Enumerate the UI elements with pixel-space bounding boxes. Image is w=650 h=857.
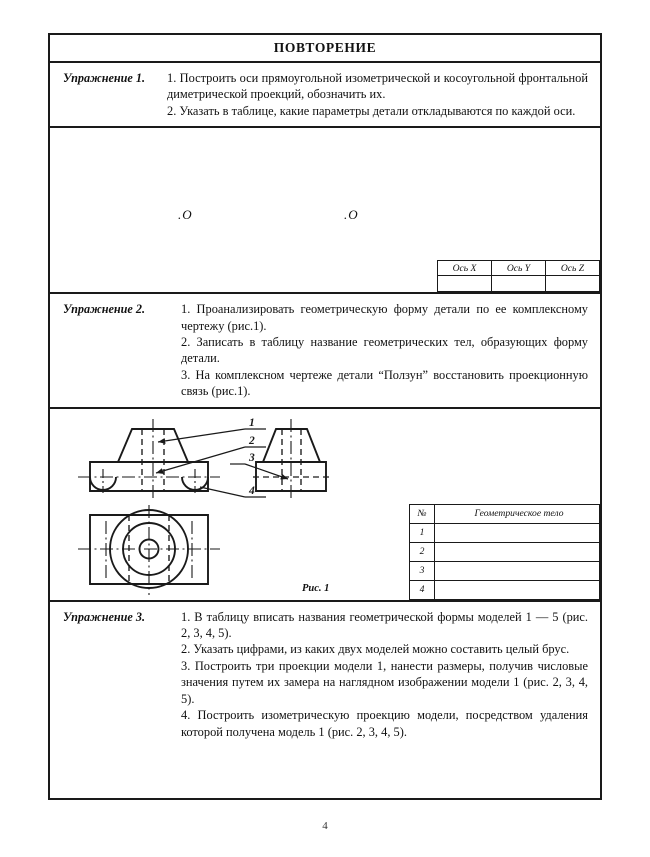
exercise-3-line-1: 1. В таблицу вписать названия геометрической формы моделей 1 — 5 (рис. 2, 3, 4, 5). [181,609,588,641]
leader-label-3: 3 [249,451,255,464]
origin-mark-isometric: .O [178,207,193,223]
axis-table-header-row [438,261,600,276]
exercise-2-text-band [50,294,600,408]
leader-label-2: 2 [249,434,255,447]
exercise-2 [50,294,600,406]
geo-row-2-name[interactable] [435,542,600,561]
geo-header-number: № [410,504,435,523]
geo-row-3-name[interactable] [435,561,600,580]
table-row[interactable] [410,561,600,580]
leader-label-1: 1 [249,416,255,429]
exercise-3-text-band [50,602,600,747]
exercise-3-line-2: 2. Указать цифрами, из каких двух моделей можно составить целый брус. [181,642,570,657]
table-row[interactable] [410,523,600,542]
geo-row-2-number: 2 [410,542,435,561]
page-number: 4 [322,820,328,832]
axis-header-z: Ось Z [546,261,600,276]
origin-mark-dimetric: .O [344,207,359,223]
axis-header-y: Ось Y [492,261,546,276]
table-row[interactable] [410,542,600,561]
axis-parameters-table [437,260,600,292]
geo-row-3-number: 3 [410,561,435,580]
axis-cell-x[interactable] [438,276,492,292]
exercise-1 [50,63,600,126]
page-frame [48,33,602,800]
page-footer [0,820,650,832]
exercise-2-line-3: 3. На комплексном чертеже детали “Ползун” восстановить проекционную связь (рис.1). [181,367,588,399]
exercise-2-line-1: 1. Проанализировать геометрическую форму детали по ее комплексному чертежу (рис.1). [181,302,588,333]
geo-row-1-number: 1 [410,523,435,542]
exercise-1-body [167,70,588,119]
leader-label-4: 4 [249,484,255,497]
exercise-1-line-2: 2. Указать в таблице, какие параметры детали откладываются по каждой оси. [167,103,576,118]
exercise-3-line-3: 3. Построить три проекции модели 1, нанести размеры, получив числовые значения путем их замера на наглядном изображении модели 1 (рис. 2, 3, 4, 5). [181,658,588,706]
axis-cell-y[interactable] [492,276,546,292]
geo-table-header-row [410,504,600,523]
axis-table-answer-row[interactable] [438,276,600,292]
exercise-2-label: Упражнение 2. [63,302,146,317]
exercise-3-label: Упражнение 3. [63,609,146,624]
geo-header-name: Геометрическое тело [435,504,600,523]
exercise-3-line-4: 4. Построить изометрическую проекцию модели, посредством удаления которой получена модель 1 (рис. 2, 3, 4, 5). [181,708,588,739]
geo-row-4-name[interactable] [435,580,600,599]
exercise-3-body [181,609,588,740]
exercise-1-work-area[interactable] [50,128,600,294]
geo-row-1-name[interactable] [435,523,600,542]
geo-row-4-number: 4 [410,580,435,599]
geometric-bodies-table [409,504,600,600]
page-title-band [50,35,600,63]
axis-cell-z[interactable] [546,276,600,292]
exercise-1-text-band [50,63,600,128]
exercise-1-label: Упражнение 1. [63,71,146,85]
axis-header-x: Ось X [438,261,492,276]
table-row[interactable] [410,580,600,599]
figure-caption: Рис. 1 [302,582,330,594]
page-title: ПОВТОРЕНИЕ [273,40,377,55]
exercise-2-figure-band [50,409,600,602]
exercise-1-line-1: 1. Построить оси прямоугольной изометрической и косоугольной фронтальной диметрической проекций, обозначить их. [167,71,588,102]
exercise-2-line-2: 2. Записать в таблицу название геометрических тел, образующих форму детали. [181,335,588,366]
exercise-2-body [181,301,588,399]
exercise-3 [50,602,600,747]
